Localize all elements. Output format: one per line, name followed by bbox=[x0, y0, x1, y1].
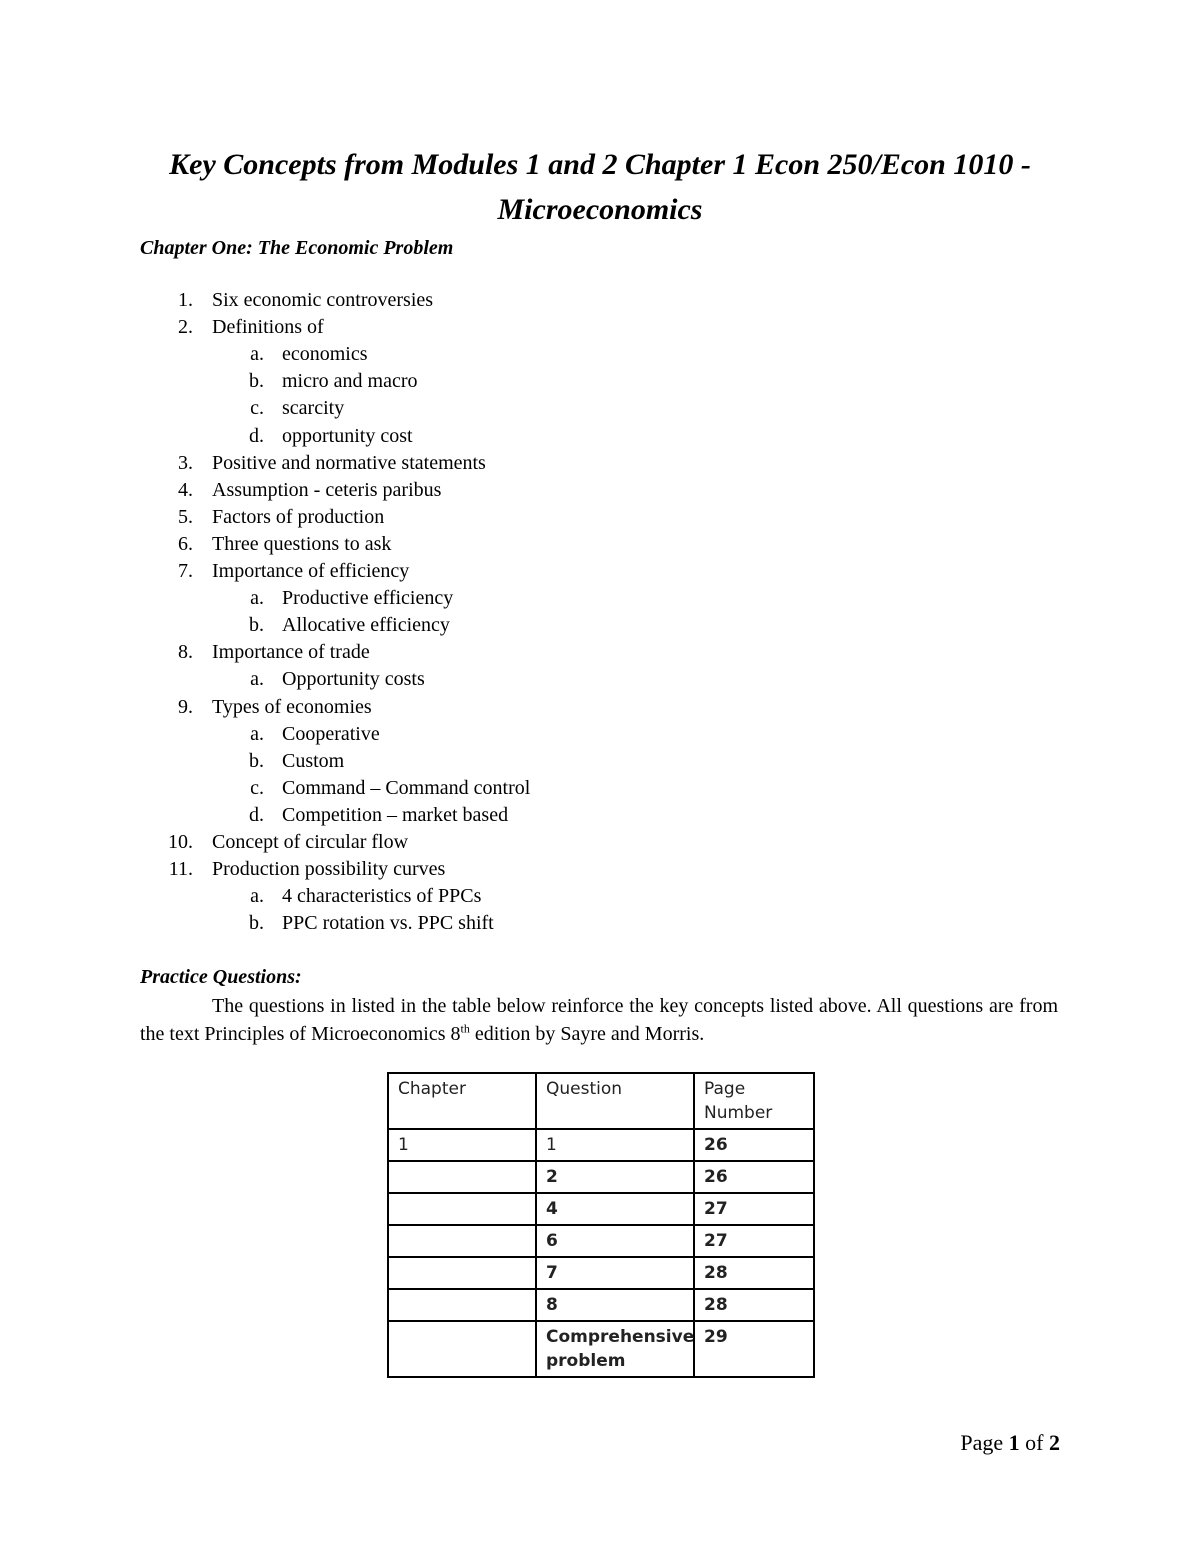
cell-question: 2 bbox=[536, 1161, 694, 1193]
current-page: 1 bbox=[1008, 1430, 1020, 1455]
outline-text: micro and macro bbox=[282, 370, 418, 393]
outline-text: Factors of production bbox=[212, 505, 385, 528]
outline-marker: c. bbox=[250, 776, 264, 799]
cell-question: 1 bbox=[536, 1129, 694, 1161]
cell-page-number: 29 bbox=[694, 1321, 814, 1377]
cell-question: Comprehensive problem bbox=[536, 1321, 694, 1377]
outline-marker: a. bbox=[250, 587, 264, 610]
outline-marker: b. bbox=[249, 614, 264, 637]
table-header-row bbox=[388, 1073, 814, 1129]
outline-text: PPC rotation vs. PPC shift bbox=[282, 912, 494, 935]
cell-chapter bbox=[388, 1161, 536, 1193]
outline-marker: 5. bbox=[178, 505, 193, 528]
outline-text: 4 characteristics of PPCs bbox=[282, 885, 482, 908]
cell-chapter bbox=[388, 1257, 536, 1289]
document-title: Key Concepts from Modules 1 and 2 Chapter 1 Econ 250/Econ 1010 - Microeconomics bbox=[169, 148, 1031, 226]
cell-page-number: 26 bbox=[694, 1161, 814, 1193]
outline-marker: 6. bbox=[178, 532, 193, 555]
outline-text: Positive and normative statements bbox=[212, 451, 486, 474]
outline-text: Three questions to ask bbox=[212, 532, 392, 555]
table-row bbox=[388, 1321, 814, 1377]
page-footer bbox=[960, 1430, 1060, 1456]
cell-question: 6 bbox=[536, 1225, 694, 1257]
cell-question: 7 bbox=[536, 1257, 694, 1289]
outline-text: Importance of efficiency bbox=[212, 560, 410, 582]
outline-marker: a. bbox=[250, 885, 264, 908]
page-label: Page bbox=[960, 1430, 1004, 1455]
cell-question: 8 bbox=[536, 1289, 694, 1321]
cell-question: 4 bbox=[536, 1193, 694, 1225]
practice-heading: Practice Questions: bbox=[140, 966, 302, 988]
outline-text: Competition – market based bbox=[282, 803, 509, 826]
cell-chapter: 1 bbox=[388, 1129, 536, 1161]
table-row bbox=[388, 1289, 814, 1321]
outline-text: Types of economies bbox=[212, 695, 372, 718]
cell-chapter bbox=[388, 1193, 536, 1225]
outline-marker: d. bbox=[249, 424, 264, 447]
header-chapter: Chapter bbox=[388, 1073, 536, 1129]
outline-marker: 9. bbox=[178, 695, 193, 718]
cell-page-number: 28 bbox=[694, 1289, 814, 1321]
chapter-heading: Chapter One: The Economic Problem bbox=[140, 237, 454, 259]
outline-marker: 1. bbox=[178, 289, 193, 311]
total-pages: 2 bbox=[1049, 1430, 1060, 1455]
table-row bbox=[388, 1129, 814, 1161]
outline-text: Assumption - ceteris paribus bbox=[212, 478, 442, 501]
outline-marker: 7. bbox=[178, 560, 193, 582]
outline-text: scarcity bbox=[282, 397, 345, 420]
cell-page-number: 27 bbox=[694, 1225, 814, 1257]
practice-paragraph bbox=[140, 992, 1058, 1048]
header-page-number: Page Number bbox=[694, 1073, 814, 1129]
outline-marker: 4. bbox=[178, 478, 193, 501]
outline-marker: b. bbox=[249, 370, 264, 393]
table-row bbox=[388, 1193, 814, 1225]
outline-marker: d. bbox=[249, 803, 264, 826]
cell-page-number: 27 bbox=[694, 1193, 814, 1225]
cell-chapter bbox=[388, 1321, 536, 1377]
outline-text: Productive efficiency bbox=[282, 587, 454, 610]
outline-text: Concept of circular flow bbox=[212, 831, 409, 853]
outline-marker: c. bbox=[250, 397, 264, 420]
outline-marker: a. bbox=[250, 343, 264, 366]
cell-page-number: 28 bbox=[694, 1257, 814, 1289]
outline-marker: b. bbox=[249, 912, 264, 935]
outline-text: Custom bbox=[282, 749, 345, 772]
outline-marker: 11. bbox=[168, 858, 193, 881]
ordinal-suffix: th bbox=[460, 1021, 470, 1036]
outline-marker: 2. bbox=[178, 316, 193, 339]
cell-page-number: 26 bbox=[694, 1129, 814, 1161]
outline-text: economics bbox=[282, 343, 368, 366]
table-row bbox=[388, 1161, 814, 1193]
outline-text: Definitions of bbox=[212, 316, 324, 339]
practice-questions-table bbox=[387, 1072, 815, 1378]
outline-text: Allocative efficiency bbox=[282, 614, 450, 637]
paragraph-text-end: edition by Sayre and Morris. bbox=[469, 1023, 705, 1045]
cell-chapter bbox=[388, 1289, 536, 1321]
header-question: Question bbox=[536, 1073, 694, 1129]
outline-text: Opportunity costs bbox=[282, 668, 425, 691]
outline-marker: b. bbox=[249, 749, 264, 772]
outline-marker: a. bbox=[250, 668, 264, 691]
of-label: of bbox=[1025, 1430, 1044, 1455]
outline-marker: 10. bbox=[168, 831, 193, 853]
outline-text: Command – Command control bbox=[282, 776, 531, 799]
outline-text: Importance of trade bbox=[212, 641, 370, 664]
table-row bbox=[388, 1257, 814, 1289]
outline-marker: a. bbox=[250, 722, 264, 745]
outline-text: opportunity cost bbox=[282, 424, 413, 447]
outline-text: Cooperative bbox=[282, 722, 380, 745]
outline-marker: 8. bbox=[178, 641, 193, 664]
outline-marker: 3. bbox=[178, 451, 193, 474]
outline-text: Production possibility curves bbox=[212, 858, 446, 881]
cell-chapter bbox=[388, 1225, 536, 1257]
table-row bbox=[388, 1225, 814, 1257]
outline-text: Six economic controversies bbox=[212, 289, 434, 311]
paragraph-text: The questions in listed in the table below reinforce the key concepts listed above. All questions are from the text Principles of Microeconomics 8 bbox=[140, 995, 1058, 1045]
